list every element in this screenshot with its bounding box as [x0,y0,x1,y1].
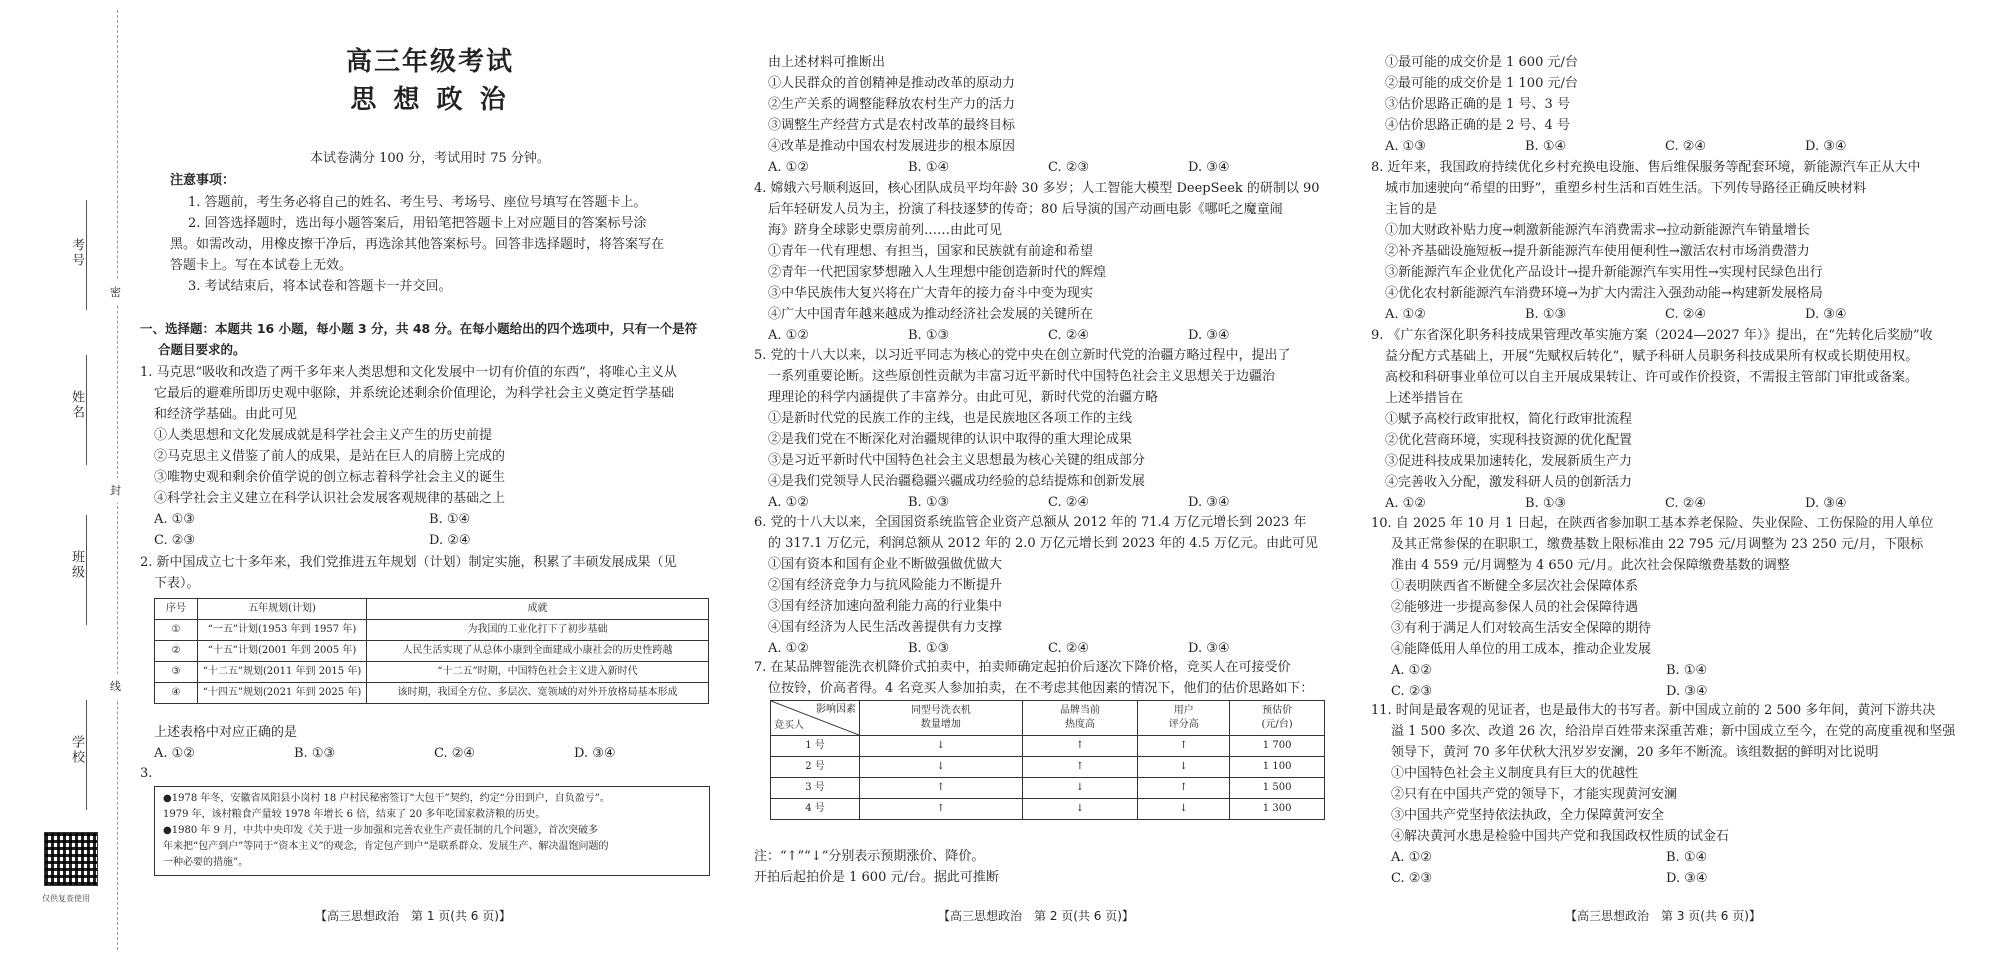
plan-table [154,598,709,704]
option-c[interactable]: C. ②④ [1665,307,1707,322]
q-statement: ④估价思路正确的是 2 号、4 号 [1385,118,1570,133]
option-c[interactable]: C. ②③ [1391,871,1433,886]
option-b[interactable]: B. ①④ [908,160,950,175]
arrow-icon: ↓ [860,736,1023,757]
header-line: 预估价 [1262,705,1293,716]
table-cell: ② [155,641,198,662]
q-options [1371,660,1934,681]
arrow-icon: ↓ [1022,799,1138,820]
notice-line: 2. 回答选择题时，选出每小题答案后，用铅笔把答题卡上对应题目的答案标号涂 [188,216,647,231]
option-b[interactable]: B. ①③ [908,641,950,656]
material-line: 年来把“包产到户”等同于“资本主义”的观念，肯定包产到户“是联系群众、发展生产、解决温饱问题的 [163,841,609,852]
table-note: 注：“↑”“↓”分别表示预期涨价、降价。 [754,849,985,864]
header-line: 评分高 [1168,719,1199,730]
q-stem: 位按铃，价高者得。4 名竞买人参加拍卖，在不考虑其他因素的情况下，他们的估价思路如下： [768,681,1314,696]
q3-material-box [154,786,710,876]
option-a[interactable]: A. ①③ [154,512,195,527]
q-statement: ④改革是推动中国农村发展进步的根本原因 [768,139,1016,154]
option-c[interactable]: C. ②④ [1048,328,1090,343]
option-a[interactable]: A. ①② [768,328,809,343]
table-cell: “十二五”时期，中国特色社会主义进入新时代 [367,662,709,683]
q-stem: 主旨的是 [1385,202,1438,217]
q-stem: 领导下，黄河 70 多年伏秋大汛岁岁安澜，20 多年不断流。该组数据的鲜明对比说明 [1391,745,1879,760]
estimate-price: 1 300 [1230,799,1325,820]
question-11 [1371,700,1955,889]
bidder-name: 2 号 [771,757,860,778]
table-row [155,662,709,683]
question-1 [140,362,677,551]
table-cell: ③ [155,662,198,683]
q-stem: 益分配方式基础上，开展“先赋权后转化”，赋予科研人员职务科技成果所有权或长期使用权。 [1385,349,1919,364]
q-stem: 高校和科研事业单位可以自主开展成果转让、许可或作价投资，不需报主管部门审批或备案。 [1385,370,1919,385]
q-stem: 溢 1 500 多次、改道 26 次，给沿岸百姓带来深重苦难；新中国成立至今，在党的高度重视和坚强 [1391,724,1956,739]
page-footer: 【高三思想政治 第 2 页(共 6 页)】 [938,909,1134,923]
option-c[interactable]: C. ②③ [1048,160,1090,175]
class-field[interactable] [86,515,87,625]
table-header: 序号 [155,599,198,620]
option-b[interactable]: B. ①④ [1666,850,1708,865]
option-a[interactable]: A. ①② [768,641,809,656]
exam-title: 高三年级考试 [345,47,514,77]
option-a[interactable]: A. ①② [1391,663,1432,678]
q-options [754,492,1291,513]
q-statement: ①人类思想和文化发展成就是科学社会主义产生的历史前提 [154,428,493,443]
q7-tail: 开拍后起拍价是 1 600 元/台。据此可推断 [754,870,999,885]
q-statement: ①人民群众的首创精神是推动改革的原动力 [768,76,1016,91]
q-stem: 5. 党的十八大以来，以习近平同志为核心的党中央在创立新时代党的治疆方略过程中，提出了 [754,348,1291,363]
section-line: 合题目要求的。 [158,342,246,357]
option-c[interactable]: C. ②④ [434,746,476,761]
q-statement: ③有利于满足人们对较高生活安全保障的期待 [1391,621,1652,636]
q-options [154,743,616,764]
header-line: 同型号洗衣机 [910,705,971,716]
q-stem: 准由 4 559 元/月调整为 4 650 元/月。此次社会保障缴费基数的调整 [1391,558,1790,573]
q-stem: 及其正常参保的在职职工，缴费基数上限标准由 22 795 元/月调整为 23 250 元/月，下限标 [1391,537,1924,552]
q-stem: 一系列重要论断。这些原创性贡献为丰富习近平新时代中国特色社会主义思想关于边疆治 [768,369,1276,384]
option-a[interactable]: A. ①② [1385,307,1426,322]
arrow-icon: ↑ [1138,778,1230,799]
q-statement: ③调整生产经营方式是农村改革的最终目标 [768,118,1016,133]
table-cell: ④ [155,683,198,704]
q-stem: 1. 马克思“吸收和改造了两千多年来人类思想和文化发展中一切有价值的东西”，将唯心主义从 [140,365,677,380]
table-row [155,620,709,641]
q3-number: 3. [140,766,153,781]
question-7-continued [1385,52,1847,157]
option-c[interactable]: C. ②④ [1048,641,1090,656]
option-c[interactable]: C. ②④ [1665,496,1707,511]
option-c[interactable]: C. ②③ [154,533,196,548]
q-statement: ③中华民族伟大复兴将在广大青年的接力奋斗中变为现实 [768,286,1094,301]
header-line: 用户 [1173,705,1194,716]
option-d[interactable]: D. ③④ [574,746,616,761]
table-row [771,736,1325,757]
q-statement: ③是习近平新时代中国特色社会主义思想最为核心关键的组成部分 [768,453,1146,468]
question-2 [140,552,677,594]
q-stem: 7. 在某品牌智能洗衣机降价式拍卖中，拍卖师确定起拍价后逐次下降价格，竞买人在可接受价 [754,660,1291,675]
table-cell: 该时期，我国全方位、多层次、宽领域的对外开放格局基本形成 [367,683,709,704]
q-stem: 下表）。 [154,576,200,591]
table-header [860,701,1023,736]
q-stem: 它最后的避难所即历史观中驱除，并系统论述剩余价值理论，为科学社会主义奠定哲学基础 [154,386,675,401]
bidder-name: 3 号 [771,778,860,799]
option-d[interactable]: D. ③④ [1188,160,1230,175]
q-statement: ③唯物史观和剩余价值学说的创立标志着科学社会主义的诞生 [154,470,506,485]
q-statement: ①中国特色社会主义制度具有巨大的优越性 [1391,766,1639,781]
option-b[interactable]: B. ①③ [1525,496,1567,511]
question-4 [754,178,1320,346]
notice-line: 答题卡上。写在本试卷上无效。 [170,258,353,273]
header-line: 热度高 [1064,719,1095,730]
notice-title: 注意事项： [170,173,236,188]
arrow-icon: ↑ [860,799,1023,820]
table-row [771,757,1325,778]
q-statement: ①国有资本和国有企业不断做强做优做大 [768,557,1003,572]
name-field[interactable] [86,355,87,465]
exam-no-field[interactable] [86,200,87,310]
q-statement: ③估价思路正确的是 1 号、3 号 [1385,97,1570,112]
estimate-price: 1 100 [1230,757,1325,778]
q-statement: ①是新时代党的民族工作的主线，也是民族地区各项工作的主线 [768,411,1133,426]
estimate-price: 1 700 [1230,736,1325,757]
option-c[interactable]: C. ②④ [1665,139,1707,154]
page-footer: 【高三思想政治 第 1 页(共 6 页)】 [315,909,511,923]
q-options [140,530,677,551]
q-statement: ③促进科技成果加速转化，发展新质生产力 [1385,454,1633,469]
seal-char: 密 [110,280,121,305]
q-stem: 城市加速驶向“希望的田野”，重塑乡村生活和百姓生活。下列传导路径正确反映材料 [1385,181,1867,196]
q-statement: ②是我们党在不断深化对治疆规律的认识中取得的重大理论成果 [768,432,1133,447]
q-statement: ②能够进一步提高参保人员的社会保障待遇 [1391,600,1639,615]
option-b[interactable]: B. ①③ [1525,307,1567,322]
q-statement: ③中国共产党坚持依法执政，全力保障黄河安全 [1391,808,1665,823]
arrow-icon: ↑ [1022,736,1138,757]
q-options [754,325,1320,346]
question-10 [1371,513,1934,702]
table-cell: ① [155,620,198,641]
table-row [771,778,1325,799]
table-row [155,683,709,704]
q-statement: ④科学社会主义建立在科学认识社会发展客观规律的基础之上 [154,491,506,506]
option-a[interactable]: A. ①② [768,495,809,510]
q-stem: 9. 《广东省深化职务科技成果管理改革实施方案（2024—2027 年）》提出，在“先转化后奖励”收 [1371,328,1933,343]
arrow-icon: ↑ [1138,736,1230,757]
option-a[interactable]: A. ①② [154,746,195,761]
subject-title: 思 想 政 治 [350,85,510,115]
option-c[interactable]: C. ②④ [1048,495,1090,510]
q-statement: ①最可能的成交价是 1 600 元/台 [1385,55,1578,70]
arrow-icon: ↑ [1022,757,1138,778]
q-options [1371,304,1921,325]
material-line: 1979 年，该村粮食产量较 1978 年增长 6 倍，结束了 20 多年吃国家救济粮的历史。 [163,809,546,820]
option-a[interactable]: A. ①② [768,160,809,175]
option-d[interactable]: D. ③④ [1805,139,1847,154]
q-options [754,638,1318,659]
question-8 [1371,157,1921,325]
option-d[interactable]: D. ③④ [1188,495,1230,510]
q-statement: ①表明陕西省不断健全多层次社会保障体系 [1391,579,1639,594]
option-b[interactable]: B. ①③ [908,495,950,510]
section-heading [140,318,697,360]
option-d[interactable]: D. ②④ [429,533,471,548]
option-d[interactable]: D. ③④ [1805,307,1847,322]
question-7 [754,657,1313,699]
corner-bottom-label: 竞买人 [774,720,804,731]
table-row [771,799,1325,820]
seal-char: 线 [110,674,121,699]
q-options [1371,493,1933,514]
q-options [140,509,677,530]
q-options [768,157,1230,178]
q-stem: 6. 党的十八大以来，全国国资系统监管企业资产总额从 2012 年的 71.4 万亿元增长到 2023 年 [754,515,1307,530]
q-statement: ④完善收入分配，激发科研人员的创新活力 [1385,475,1633,490]
q-stem: 8. 近年来，我国政府持续优化乡村充换电设施、售后维保服务等配套环境，新能源汽车正从大中 [1371,160,1921,175]
q-stem: 上述举措旨在 [1385,391,1464,406]
q-statement: ③新能源汽车企业优化产品设计→提升新能源汽车实用性→实现村民绿色出行 [1385,265,1823,280]
q-statement: ④能降低用人单位的用工成本，推动企业发展 [1391,642,1652,657]
q-stem: 10. 自 2025 年 10 月 1 日起，在陕西省参加职工基本养老保险、失业保险、工伤保险的用人单位 [1371,516,1934,531]
option-b[interactable]: B. ①③ [294,746,336,761]
q-statement: ④国有经济为人民生活改善提供有力支撑 [768,620,1003,635]
option-d[interactable]: D. ③④ [1805,496,1847,511]
q-statement: ②只有在中国共产党的领导下，才能实现黄河安澜 [1391,787,1678,802]
q-stem: 理理论的科学内涵提供了丰富养分。由此可见，新时代党的治疆方略 [768,390,1159,405]
q-statement: ②国有经济竞争力与抗风险能力不断提升 [768,578,1003,593]
header-line: 品牌当前 [1059,705,1100,716]
exam-info: 本试卷满分 100 分，考试用时 75 分钟。 [310,151,550,166]
q-stem: 后年轻研发人员为主，扮演了科技逐梦的传奇；80 后导演的国产动画电影《哪吒之魔童闹 [768,202,1283,217]
option-c[interactable]: C. ②③ [1391,684,1433,699]
question-9 [1371,325,1933,514]
q-stem: 的 317.1 万亿元，利润总额从 2012 年的 2.0 万亿元增长到 2023 年的 4.5 万亿元。由此可见 [768,536,1319,551]
q-statement: ②生产关系的调整能释放农村生产力的活力 [768,97,1016,112]
q-options [1371,868,1955,889]
arrow-icon: ↓ [860,757,1023,778]
question-3-continued [768,52,1230,178]
table-header [1022,701,1138,736]
table-header [1138,701,1230,736]
question-6 [754,512,1318,659]
q-statement: ④优化农村新能源汽车消费环境→为扩大内需注入强劲动能→构建新发展格局 [1385,286,1823,301]
qr-code [44,832,98,886]
q-stem: 11. 时间是最客观的见证者，也是最伟大的书写者。新中国成立前的 2 500 多年间，黄河下游共决 [1371,703,1936,718]
section-line: 一、选择题：本题共 16 小题，每小题 3 分，共 48 分。在每小题给出的四个选项中，只有一个是符 [140,321,698,336]
q-options [1371,681,1934,702]
name-label: 姓名 [69,390,84,420]
estimate-price: 1 500 [1230,778,1325,799]
notice-line: 黑。如需改动，用橡皮擦干净后，再选涂其他答案标号。回答非选择题时，将答案写在 [170,237,665,252]
option-b[interactable]: B. ①④ [429,512,471,527]
q-statement: ①赋予高校行政审批权，简化行政审批流程 [1385,412,1633,427]
q-statement: ②马克思主义借鉴了前人的成果，是站在巨人的肩膀上完成的 [154,449,506,464]
q-statement: ②补齐基础设施短板→提升新能源汽车使用便利性→激活农村市场消费潜力 [1385,244,1810,259]
school-label: 学校 [69,735,84,765]
option-d[interactable]: D. ③④ [1188,328,1230,343]
notice-line: 1. 答题前，考生务必将自己的姓名、考生号、考场号、座位号填写在答题卡上。 [188,195,647,210]
q-stem: 由上述材料可推断出 [768,55,886,70]
table-cell: “十五”计划(2001 年到 2005 年) [198,641,367,662]
arrow-icon: ↓ [1138,757,1230,778]
exam-no-label: 考号 [69,238,84,268]
q-stem: 海》跻身全球影史票房前列……由此可见 [768,223,1003,238]
material-line: ●1978 年冬，安徽省凤阳县小岗村 18 户村民秘密签订“大包干”契约，约定“分田到户，自负盈亏”。 [163,793,610,804]
arrow-icon: ↓ [1138,799,1230,820]
q-stem: 4. 嫦娥六号顺利返回，核心团队成员平均年龄 30 多岁；人工智能大模型 DeepSeek 的研制以 90 [754,181,1320,196]
table-cell: 为我国的工业化打下了初步基础 [367,620,709,641]
q-statement: ④广大中国青年越来越成为推动经济社会发展的关键所在 [768,307,1094,322]
seal-char: 封 [110,478,121,503]
option-d[interactable]: D. ③④ [1188,641,1230,656]
notice-line: 3. 考试结束后，将本试卷和答题卡一并交回。 [188,279,452,294]
option-b[interactable]: B. ①④ [1666,663,1708,678]
option-b[interactable]: B. ①④ [1525,139,1567,154]
school-field[interactable] [86,700,87,810]
bidder-name: 1 号 [771,736,860,757]
q-statement: ②优化营商环境，实现科技资源的优化配置 [1385,433,1633,448]
option-a[interactable]: A. ①③ [1385,139,1426,154]
q-statement: ①青年一代有理想、有担当，国家和民族就有前途和希望 [768,244,1094,259]
table-row [155,641,709,662]
bidder-name: 4 号 [771,799,860,820]
material-line: 一种必要的措施”。 [163,857,249,868]
option-d[interactable]: D. ③④ [1666,871,1708,886]
table-cell: “十四五”规划(2021 年到 2025 年) [198,683,367,704]
option-a[interactable]: A. ①② [1385,496,1426,511]
corner-top-label: 影响因素 [816,704,856,715]
q-statement: ④解决黄河水患是检验中国共产党和我国政权性质的试金石 [1391,829,1730,844]
q-stem: 2. 新中国成立七十多年来，我们党推进五年规划（计划）制定实施，积累了丰硕发展成果（见 [140,555,677,570]
question-5 [754,345,1291,513]
header-line: (元/台) [1261,719,1293,730]
option-b[interactable]: B. ①③ [908,328,950,343]
option-d[interactable]: D. ③④ [1666,684,1708,699]
option-a[interactable]: A. ①② [1391,850,1432,865]
notice-list [140,192,664,297]
table-header-row [771,701,1325,736]
class-label: 班级 [69,550,84,580]
q-statement: ②最可能的成交价是 1 100 元/台 [1385,76,1578,91]
table-corner-cell [771,701,860,736]
table-cell: “一五”计划(1953 年到 1957 年) [198,620,367,641]
arrow-icon: ↑ [860,778,1023,799]
q-statement: ②青年一代把国家梦想融入人生理想中能创造新时代的辉煌 [768,265,1107,280]
q-options [1385,136,1847,157]
table-header: 成就 [367,599,709,620]
q-statement: ①加大财政补贴力度→刺激新能源汽车消费需求→拉动新能源汽车销量增长 [1385,223,1810,238]
table-header-row [155,599,709,620]
header-line: 数量增加 [920,719,961,730]
table-cell: “十二五”规划(2011 年到 2015 年) [198,662,367,683]
q2-tail: 上述表格中对应正确的是 [154,725,298,740]
binding-strip [0,0,153,961]
table-header [1230,701,1325,736]
q-options [1371,847,1955,868]
q-statement: ③国有经济加速向盈利能力高的行业集中 [768,599,1003,614]
table-cell: 人民生活实现了从总体小康到全面建成小康社会的历史性跨越 [367,641,709,662]
auction-table [770,700,1325,820]
q-statement: ④是我们党领导人民治疆稳疆兴疆成功经验的总结提炼和创新发展 [768,474,1146,489]
page-footer: 【高三思想政治 第 3 页(共 6 页)】 [1565,909,1761,923]
q-stem: 和经济学基础。由此可见 [154,407,298,422]
qr-caption: 仅供复查使用 [42,894,90,903]
table-header: 五年规划(计划) [198,599,367,620]
material-line: ●1980 年 9 月，中共中央印发《关于进一步加强和完善农业生产责任制的几个问题》，首次突破多 [163,825,599,836]
arrow-icon: ↓ [1022,778,1138,799]
